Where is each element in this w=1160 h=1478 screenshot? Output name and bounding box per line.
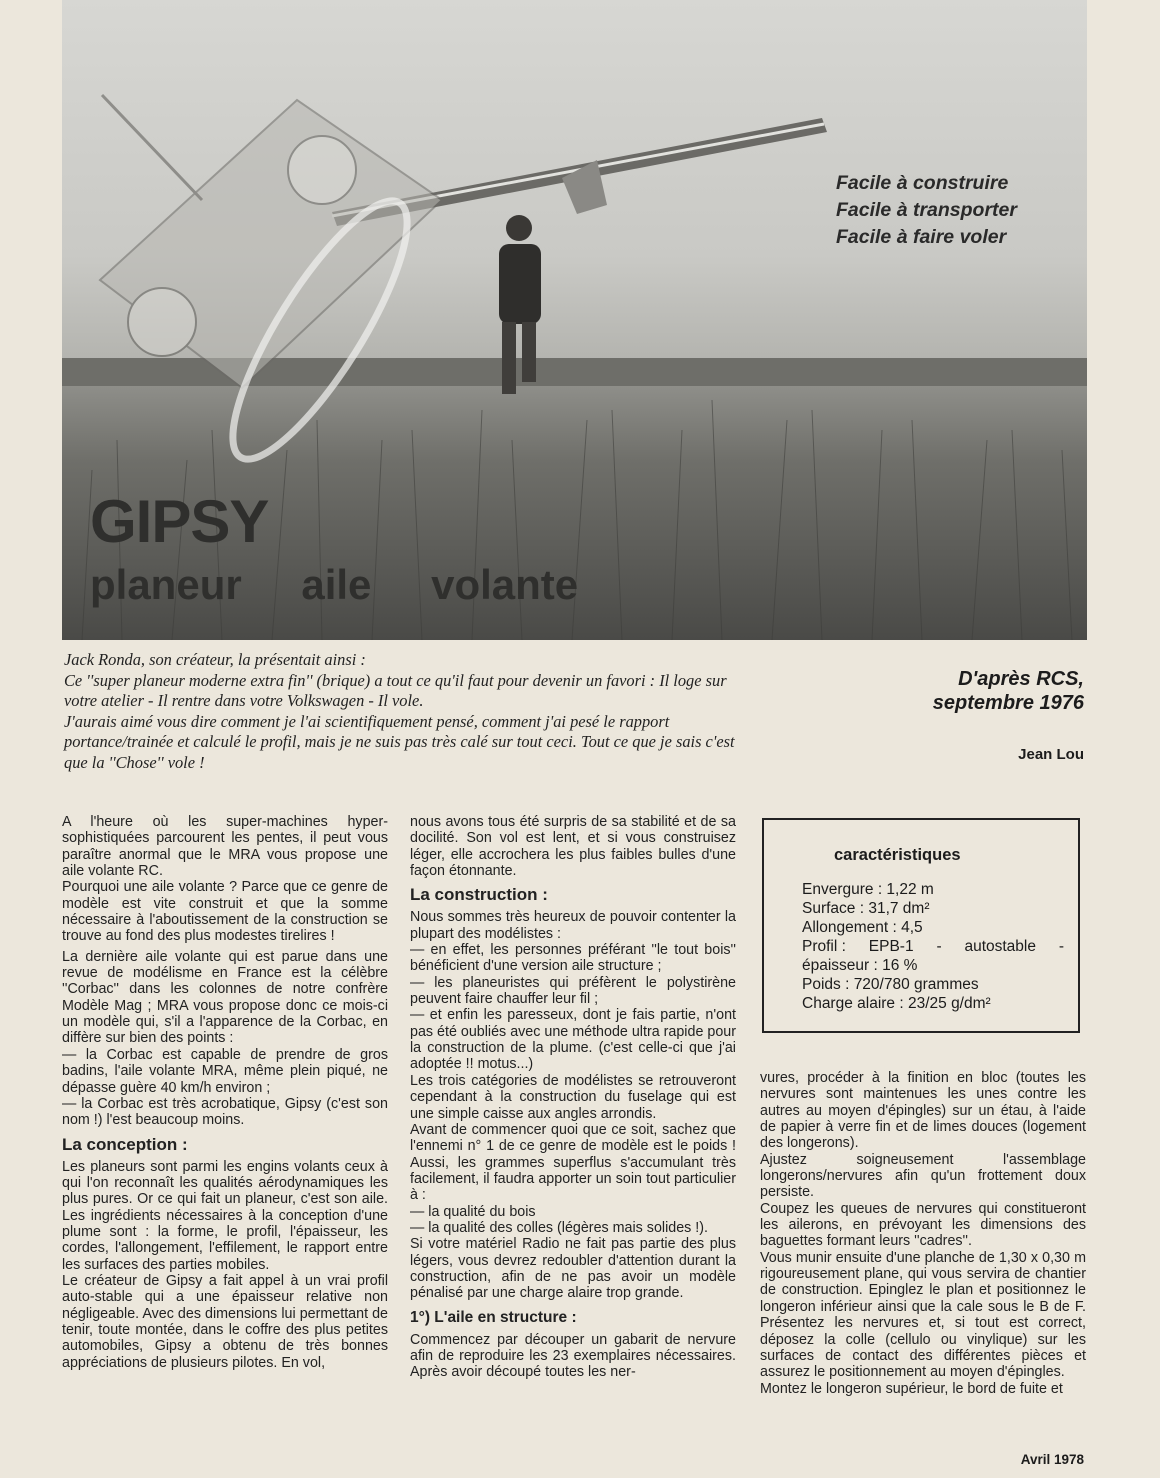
spec-profil-label: Profil : — [802, 938, 846, 955]
column-1 — [62, 814, 388, 1371]
tagline-line: Facile à transporter — [836, 199, 1017, 221]
issue-date: Avril 1978 — [1020, 1452, 1084, 1467]
paragraph: Pourquoi une aile volante ? Parce que ce genre de modèle est vite construit et que la somme nécessaire à l'aboutissement de la construction se trouve au fond des plus modestes tirelires ! — [62, 879, 388, 945]
intro-line: J'aurais aimé vous dire comment je l'ai scientifiquement pensé, comment j'ai pesé le rapport portance/trainée et calculé le profil, mais je ne suis pas très calé sur tout ceci. Tout ce que je sais c'est que la ''Chose'' vole ! — [64, 711, 735, 772]
intro-line: Ce ''super planeur moderne extra fin'' (brique) a tout ce qu'il faut pour devenir un favori : Il loge sur votre atelier - Il rentre dans votre Volkswagen - Il vole. — [64, 670, 727, 711]
intro-text — [64, 650, 749, 774]
paragraph: La dernière aile volante qui est parue dans une revue de modélisme en France est la célèbre ''Corbac'' dans les colonnes de notre confrère Modèle Mag ; MRA vous propose donc ce mois-ci un modèle qui, s'il a l'apparence de la Corbac, en diffère sur bien des points : — [62, 948, 388, 1047]
paragraph: — les planeuristes qui préfèrent le polystirène peuvent faire chauffer leur fil ; — [410, 974, 736, 1008]
column-2 — [410, 814, 736, 1381]
article-subtitle: planeur aile volante — [90, 561, 579, 608]
paragraph: — en effet, les personnes préférant ''le tout bois'' bénéficient d'une version aile structure ; — [410, 942, 736, 975]
specs-box — [762, 818, 1080, 1033]
paragraph: vures, procéder à la finition en bloc (toutes les nervures sont maintenues les unes contre les autres au moyen d'épingles) sur un étau, à l'aide de papier à verre fin et de limes douces (logement des longerons). — [760, 1070, 1086, 1152]
section-heading: 1°) L'aile en structure : — [410, 1308, 577, 1326]
article-title: GIPSY — [90, 488, 269, 555]
spec-poids: Poids : 720/780 grammes — [802, 976, 979, 993]
paragraph: Le créateur de Gipsy a fait appel à un vrai profil auto-stable qui a une épaisseur relative non négligeable. Avec des dimensions lui permettant de tenir, toute montée, dans le coffre des plus petites automobiles, Gipsy a obtenu de très bonnes appréciations de plusieurs pilotes. En vol, — [62, 1272, 388, 1371]
paragraph: — la Corbac est très acrobatique, Gipsy (c'est son nom !) l'est beaucoup moins. — [62, 1095, 388, 1129]
transmitter — [100, 95, 442, 388]
paragraph: — la Corbac est capable de prendre de gros badins, l'aile volante MRA, même plein piqué, ne dépasse guère 40 km/h environ ; — [62, 1046, 388, 1096]
author-name: Jean Lou — [1018, 746, 1084, 763]
spec-epaisseur: épaisseur : 16 % — [802, 957, 918, 974]
spec-profil-value: EPB-1 — [868, 938, 914, 955]
paragraph: Les planeurs sont parmi les engins volants ceux à qui l'on reconnaît les qualités aérodynamiques les plus pures. Or ce qui fait un planeur, c'est son aile. Les ingrédients nécessaires à la conception d'une plume sont : la forme, le profil, l'épaisseur, les cordes, l'allongement, l'effilement, le rapport entre les surfaces des parties mobiles. — [62, 1158, 388, 1273]
source-line: D'après RCS, — [958, 668, 1084, 690]
tagline — [836, 170, 1017, 251]
spec-profil-sep: - — [936, 938, 942, 955]
hero-photo — [62, 0, 1087, 640]
intro-line: Jack Ronda, son créateur, la présentait ainsi : — [64, 650, 366, 669]
paragraph: Vous munir ensuite d'une planche de 1,30 x 0,30 m rigoureusement plane, qui vous servira de chantier de construction. Epinglez le plan et positionnez le longeron inférieur ainsi que la cale sous le B de F. Présentez les nervures et, si tout est correct, déposez la colle (cellulo ou vinylique) sur les surfaces de contact des différentes pièces et assurez le positionnement au moyen d'épingles. — [760, 1249, 1086, 1381]
spec-surface: Surface : 31,7 dm² — [802, 900, 930, 917]
spec-profil-type: autostable — [964, 938, 1036, 955]
spec-profil-sep: - — [1058, 938, 1064, 955]
paragraph: Commencez par découper un gabarit de nervure afin de reproduire les 23 exemplaires nécessaires. Après avoir découpé toutes les ner- — [410, 1331, 736, 1381]
spec-profil — [802, 937, 1064, 956]
column-3 — [760, 1070, 1086, 1397]
paragraph: Les trois catégories de modélistes se retrouveront cependant à la construction du fuselage qui est une simple caisse aux angles arrondis. — [410, 1072, 736, 1122]
spec-charge: Charge alaire : 23/25 g/dm² — [802, 995, 991, 1012]
source-line: septembre 1976 — [932, 692, 1084, 714]
paragraph: Montez le longeron supérieur, le bord de fuite et — [760, 1380, 1063, 1397]
section-heading: La conception : — [62, 1134, 188, 1154]
tagline-line: Facile à faire voler — [836, 226, 1007, 248]
paragraph: — la qualité des colles (légères mais solides !). — [410, 1219, 708, 1236]
section-heading: La construction : — [410, 885, 548, 905]
paragraph: Si votre matériel Radio ne fait pas partie des plus légers, vous devrez redoubler d'attention durant la construction, afin de ne pas avoir un modèle pénalisé par une charge alaire trop grande. — [410, 1236, 736, 1302]
paragraph: Coupez les queues de nervures qui constitueront les ailerons, en prévoyant les dimensions des baguettes formant leurs ''cadres''. — [760, 1200, 1086, 1250]
specs-title: caractéristiques — [834, 846, 961, 864]
paragraph: A l'heure où les super-machines hyper-sophistiquées parcourent les pentes, il peut vous paraître anormal que le MRA vous propose une aile volante RC. — [62, 814, 388, 880]
paragraph: Ajustez soigneusement l'assemblage longerons/nervures afin qu'un frottement doux persiste. — [760, 1151, 1086, 1201]
paragraph: Avant de commencer quoi que ce soit, sachez que l'ennemi n° 1 de ce genre de modèle est le poids ! Aussi, les grammes superflus s'accumulant très facilement, il faudra apporter un soin tout particulier à : — [410, 1121, 736, 1204]
specs-list — [802, 880, 1064, 1013]
spec-allongement: Allongement : 4,5 — [802, 919, 923, 936]
tagline-line: Facile à construire — [836, 172, 1009, 194]
spec-envergure: Envergure : 1,22 m — [802, 881, 934, 898]
source-credit — [933, 667, 1084, 715]
paragraph: — la qualité du bois — [410, 1203, 536, 1220]
paragraph: Nous sommes très heureux de pouvoir contenter la plupart des modélistes : — [410, 909, 736, 942]
paragraph: nous avons tous été surpris de sa stabilité et de sa docilité. Son vol est lent, et si vous construisez léger, elle accrochera les plus faibles bulles d'une façon étonnante. — [410, 814, 736, 880]
paragraph: — et enfin les paresseux, dont je fais partie, n'ont pas été oubliés avec une méthode ultra rapide pour la construction de la plume. (c'est celle-ci que j'ai adoptée !! motus...) — [410, 1007, 736, 1073]
